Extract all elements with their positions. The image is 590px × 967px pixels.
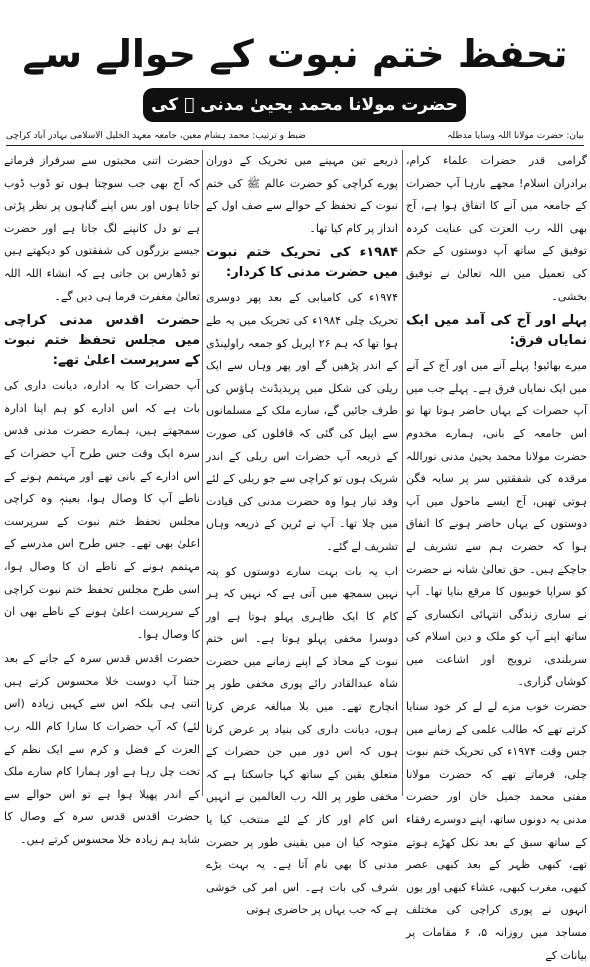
paragraph: ۱۹۷۴ء کی کامیابی کے بعد پھر دوسری تحریک چلی ۱۹۸۴ء کی تحریک میں یہ طے ہوا تھا کہ ہم ۲۶ اپریل کو جمعہ راولپنڈی کے اندر پڑھیں گے اور پھر وہاں سے ایک ریلی کی شکل میں پریذیڈنٹ ہاؤس کی طرف جائیں گے، سارے ملک کے مسلمانوں سے اپیل کی گئی کہ قافلوں کی صورت کے ذریعہ آپ حضرات اس ریلی کے اندر شریک ہوں تو کراچی سے جو ریلی کے لئے وفد تیار ہوا وہ حضرت مدنی کی قیادت میں چلا تھا۔ آپ نے ٹرین کے ذریعہ وہاں تشریف لے گئے۔	[206, 291, 399, 553]
subheadline-text: حضرت مولانا محمد یحییٰ مدنی ﷫ کی خدمات!	[151, 95, 458, 149]
article-column-3	[4, 150, 200, 847]
paragraph: حضرت خوب مزے لے لے کر خود سنایا کرتے تھے کہ طالب علمی کے زمانے میں جس وقت ۱۹۷۴ء کی تحریک ختم نبوت چلی، فرماتے تھے کہ حضرت مولانا مفتی محمد جمیل خان اور حضرت مدنی یہ دونوں ساتھ، اپنے دوسرے رفقاء کے ساتھ سبق کے بعد نکل کھڑے ہوتے تھے، کبھی ظہر کے بعد کبھی عصر کبھی، مغرب کبھی، عشاء کبھی اور یوں انہوں نے پوری کراچی کی مختلف مساجد میں روزانہ ۵، ۶ مقامات پر بیانات کے	[406, 700, 588, 962]
column-divider	[202, 150, 203, 796]
paragraph: گرامی قدر حضرات علماء کرام، برادران اسلام! مجھے بارہا آپ حضرات کے جامعہ میں آنے کا اتفاق ہوا ہے، آج بھی اللہ رب العزت کی عنایت کردہ توفیق کے ساتھ آپ دوستوں کے حکم کی تعمیل میں اللہ تعالیٰ نے توفیق بخشی۔	[406, 154, 587, 303]
article-column-1	[406, 150, 588, 962]
section-heading: ۱۹۸۴ء کی تحریک ختم نبوت میں حضرت مدنی کا کردار:	[206, 245, 398, 281]
section-heading: حضرت اقدس مدنی کراچی میں مجلس تحفظ ختم نبوت کے سرپرست اعلیٰ تھے:	[4, 313, 200, 369]
paragraph: آپ حضرات کا یہ ادارہ، دیانت داری کی بات ہے کہ اس ادارے کو ہم اپنا ادارہ سمجھتے ہیں، ہمارے حضرت مدنی قدس سرہ ایک وقت جس طرح آپ حضرات کے اس ادارے کے بانی تھے اور مہتمم ہونے کے ناطے آپ کا وصال ہوا، بعینہٖ وہ کراچی مجلس تحفظ ختم نبوت کے سرپرست اعلیٰ بھی تھے۔ جس طرح اس مدرسے کے مہتمم ہونے کے ناطے ان کا وصال ہوا، اسی طرح مجلس تحفظ ختم نبوت کراچی کے سرپرست اعلیٰ ہونے کے ناطے بھی ان کا وصال ہوا۔	[4, 379, 200, 641]
speaker-credit: بیان: حضرت مولانا اللہ وسایا مدظلہ	[447, 131, 584, 141]
paragraph: اب یہ بات بہت سارے دوستوں کو پتہ نہیں سمجھ میں آتی ہے کہ نہیں کہ ہر کام کا ایک ظاہری پہلو ہوتا ہے اور دوسرا مخفی پہلو ہوتا ہے۔ اس ختم نبوت کے محاذ کے اپنے زمانے میں حضرت شاہ عبدالقادر رائے پوری مخفی طور پر انچارج تھے۔ میں بلا مبالغہ عرض کرتا ہوں، دیانت داری کی بنیاد پر عرض کرتا ہوں کہ اس دور میں جن حضرات کے متعلق یقین کے ساتھ کہا جاسکتا ہے کہ مخفی طور پر اللہ رب العالمین نے انہیں اس کام اور کاز کے لئے منتخب کیا یا متوجہ کیا ان میں یقینی طور پر حضرت مدنی کا بھی نام آتا ہے۔ یہ بہت بڑے شرف کی بات ہے۔ اس امر کی خوشی ہے کہ جب یہاں پر حاضری ہوتی	[206, 564, 398, 917]
compiler-credit: ضبط و ترتیب: محمد ہشام معین، جامعہ معہد الخلیل الاسلامی بہادر آباد کراچی	[6, 131, 306, 141]
article-column-2	[206, 150, 399, 917]
paragraph: حضرت اقدس قدس سرہ کے جانے کے بعد جتنا آپ دوست خلا محسوس کرتے ہیں اتنی ہی بلکہ اس سے کہیں زیادہ (اس لئے) کہ آپ حضرات کا سارا کام اللہ رب العزت کے فضل و کرم سے ایک نظم کے تحت چل رہا ہے اور ہمارا کام سارے ملک کے اندر پھیلا ہوا ہے تو اس حوالے سے حضرت اقدس قدس سرہ کے وصال کا شاید ہم زیادہ خلا محسوس کرتے ہیں۔	[4, 652, 200, 847]
paragraph: ذریعے تین مہینے میں تحریک کے دوران پورے کراچی کو حضرت عالم ﷺ کی ختم نبوت کے تحفظ کے حوالے سے صف اول کے انداز پر کام کیا تھا۔	[206, 154, 398, 235]
section-heading: پہلے اور آج کی آمد میں ایک نمایاں فرق:	[406, 313, 587, 349]
article-headline: تحفظ ختم نبوت کے حوالے سے	[22, 32, 568, 76]
byline-strip	[6, 129, 584, 146]
column-divider	[402, 150, 403, 796]
paragraph: حضرت اتنی محبتوں سے سرفراز فرماتے کہ آج بھی جب سوچتا ہوں تو ڈوب ڈوب جاتا ہوں اور بس اپنے گناہوں پر نظر پڑتی ہے تو دل کانپنے لگ جاتا ہے اور حضرت جیسے بزرگوں کی شفقتوں کو دیکھتے ہیں تو ڈھارس بن جاتی ہے کہ انشاء اللہ اللہ تعالیٰ مغفرت فرما ہی دیں گے۔	[4, 154, 200, 303]
paragraph: میرے بھائیو! پہلے آنے میں اور آج کے آنے میں ایک نمایاں فرق ہے۔ پہلے جب میں آپ حضرات کے یہاں حاضر ہوتا تھا تو اس جامعہ کے بانی، ہمارے مخدوم حضرت مولانا محمد یحییٰ مدنی نوراللہ مرقدہ کی شفقتیں سر پر سایہ فگن ہوتی تھیں، آج ایسے ماحول میں آپ دوستوں کے یہاں حاضر ہونے کا اتفاق ہوا کہ حضرت ہم سے تشریف لے جاچکے ہیں۔ حق تعالیٰ شانہ نے حضرت کو سراپا خوبیوں کا مرقع بنایا تھا۔ آپ نے ساری زندگی انتہائی انکساری کے ساتھ اپنے آپ کو ملک و دین اسلام کی سربلندی، ترویج اور اشاعت میں کوشاں گزاری۔	[406, 359, 587, 689]
